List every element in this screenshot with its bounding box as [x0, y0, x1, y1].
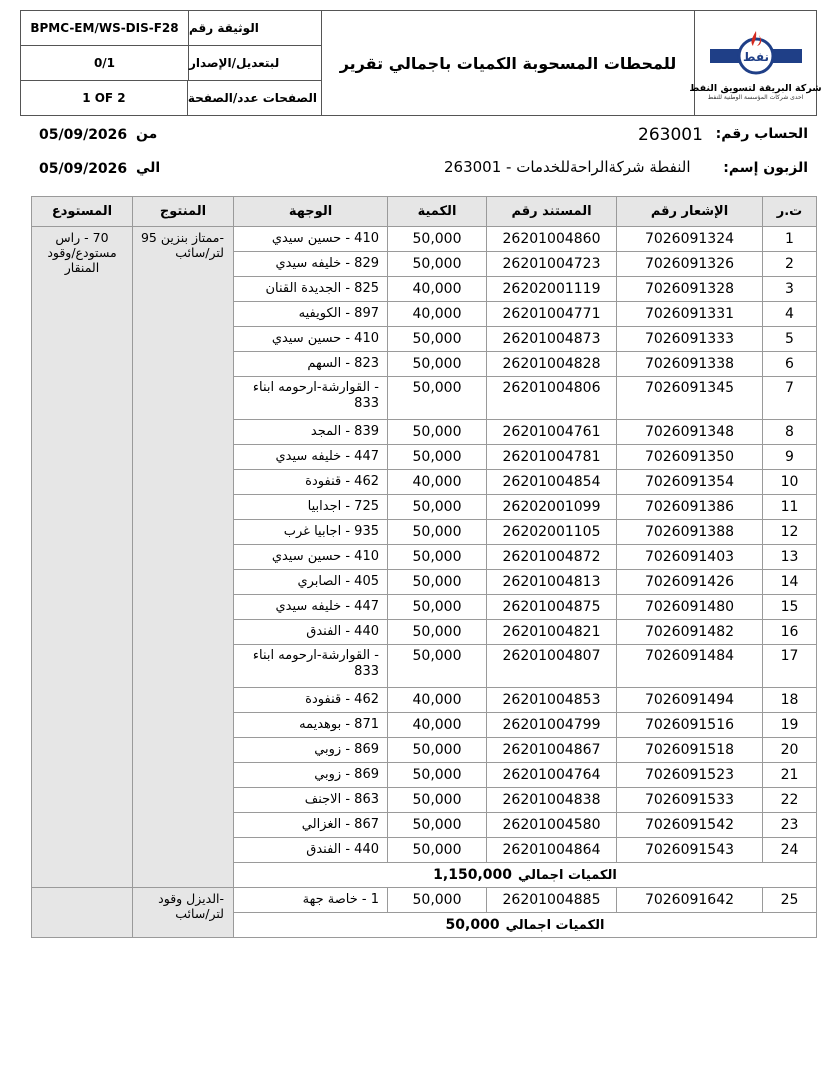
cell-destination: - القوارشة-ارحومه ابناء 833 [234, 377, 388, 420]
cell-document: 26201004799 [487, 713, 617, 738]
company-logo-block [689, 11, 822, 115]
cell-seq: 3 [763, 277, 817, 302]
cell-notice: 7026091350 [617, 445, 763, 470]
cell-quantity: 50,000 [388, 327, 487, 352]
report-title: للمحطات المسحوبة الكميات باجمالي تقرير [321, 11, 695, 115]
revision-label: لبتعديل/الإصدار [189, 56, 280, 70]
cell-destination: 440 - الفندق [234, 620, 388, 645]
cell-quantity: 50,000 [388, 377, 487, 420]
cell-seq: 12 [763, 520, 817, 545]
cell-notice: 7026091484 [617, 645, 763, 688]
cell-notice: 7026091642 [617, 888, 763, 913]
cell-document: 26201004580 [487, 813, 617, 838]
cell-notice: 7026091386 [617, 495, 763, 520]
page-number: 1 OF 2 [21, 81, 188, 115]
cell-document: 26201004885 [487, 888, 617, 913]
cell-destination: 871 - بوهديمه [234, 713, 388, 738]
company-logo-icon [708, 29, 804, 81]
cell-document: 26202001119 [487, 277, 617, 302]
to-date: 05/09/2026 [39, 161, 128, 177]
meta-row-page [21, 81, 321, 115]
cell-quantity: 40,000 [388, 277, 487, 302]
cell-destination: 447 - خليفه سيدي [234, 445, 388, 470]
cell-notice: 7026091533 [617, 788, 763, 813]
cell-notice: 7026091542 [617, 813, 763, 838]
col-header-document: المستند رقم [487, 197, 617, 227]
cell-seq: 6 [763, 352, 817, 377]
cell-notice: 7026091331 [617, 302, 763, 327]
document-meta [21, 11, 321, 115]
cell-quantity: 50,000 [388, 645, 487, 688]
cell-notice: 7026091333 [617, 327, 763, 352]
cell-quantity: 50,000 [388, 545, 487, 570]
cell-document: 26201004873 [487, 327, 617, 352]
customer-name: النفطة شركةالراحةللخدمات - 263001 [444, 158, 691, 176]
cell-seq: 9 [763, 445, 817, 470]
cell-notice: 7026091480 [617, 595, 763, 620]
cell-seq: 25 [763, 888, 817, 913]
cell-notice: 7026091328 [617, 277, 763, 302]
cell-document: 26201004764 [487, 763, 617, 788]
cell-destination: 935 - اجابيا غرب [234, 520, 388, 545]
cell-destination: 869 - زوبي [234, 738, 388, 763]
col-header-quantity: الكمية [388, 197, 487, 227]
cell-quantity: 50,000 [388, 570, 487, 595]
cell-destination: 462 - قنفودة [234, 688, 388, 713]
cell-quantity: 50,000 [388, 738, 487, 763]
group-total-label: الكميات اجمالي [517, 868, 617, 883]
cell-notice: 7026091516 [617, 713, 763, 738]
group-total-cell [234, 913, 817, 938]
cell-destination: 829 - خليفه سيدي [234, 252, 388, 277]
cell-destination: 825 - الجديدة القنان [234, 277, 388, 302]
cell-notice: 7026091426 [617, 570, 763, 595]
cell-seq: 1 [763, 227, 817, 252]
cell-quantity: 50,000 [388, 227, 487, 252]
cell-quantity: 40,000 [388, 470, 487, 495]
from-date: 05/09/2026 [39, 127, 128, 143]
cell-quantity: 50,000 [388, 520, 487, 545]
group-total-value: 50,000 [445, 917, 500, 933]
cell-quantity: 50,000 [388, 495, 487, 520]
cell-destination: 447 - خليفه سيدي [234, 595, 388, 620]
doc-number-label: الوثيقة رقم [189, 21, 259, 35]
cell-seq: 7 [763, 377, 817, 420]
cell-seq: 23 [763, 813, 817, 838]
cell-seq: 2 [763, 252, 817, 277]
cell-quantity: 40,000 [388, 688, 487, 713]
cell-depot: 70 - راس مستودع/وقود المنقار [32, 227, 133, 888]
account-label: الحساب رقم: [715, 126, 808, 142]
cell-seq: 16 [763, 620, 817, 645]
withdrawals-table [31, 196, 817, 938]
cell-destination: 725 - اجدابيا [234, 495, 388, 520]
cell-quantity: 50,000 [388, 813, 487, 838]
cell-seq: 10 [763, 470, 817, 495]
cell-destination: 839 - المجد [234, 420, 388, 445]
cell-destination: 867 - الغزالي [234, 813, 388, 838]
cell-destination: 1 - خاصة جهة [234, 888, 388, 913]
cell-document: 26202001099 [487, 495, 617, 520]
table-row [32, 227, 817, 252]
cell-document: 26201004875 [487, 595, 617, 620]
cell-document: 26201004853 [487, 688, 617, 713]
cell-quantity: 50,000 [388, 838, 487, 863]
cell-document: 26201004761 [487, 420, 617, 445]
cell-quantity: 50,000 [388, 888, 487, 913]
cell-document: 26201004821 [487, 620, 617, 645]
cell-notice: 7026091518 [617, 738, 763, 763]
cell-document: 26201004806 [487, 377, 617, 420]
cell-seq: 17 [763, 645, 817, 688]
logo-text: نفط [742, 50, 769, 64]
col-header-depot: المستودع [32, 197, 133, 227]
cell-document: 26201004807 [487, 645, 617, 688]
report-header [20, 10, 822, 116]
cell-document: 26201004828 [487, 352, 617, 377]
cell-seq: 4 [763, 302, 817, 327]
cell-notice: 7026091326 [617, 252, 763, 277]
doc-number: BPMC-EM/WS-DIS-F28 [21, 11, 189, 45]
cell-document: 26201004860 [487, 227, 617, 252]
cell-seq: 8 [763, 420, 817, 445]
cell-document: 26201004872 [487, 545, 617, 570]
cell-destination: 863 - الاجنف [234, 788, 388, 813]
cell-seq: 21 [763, 763, 817, 788]
cell-document: 26201004813 [487, 570, 617, 595]
product-label: -الديزل وقود لتر/سائب [158, 891, 224, 921]
cell-destination: - القوارشة-ارحومه ابناء 833 [234, 645, 388, 688]
cell-notice: 7026091388 [617, 520, 763, 545]
cell-notice: 7026091494 [617, 688, 763, 713]
cell-seq: 19 [763, 713, 817, 738]
customer-label: الزبون إسم: [723, 160, 808, 176]
cell-quantity: 50,000 [388, 420, 487, 445]
cell-notice: 7026091338 [617, 352, 763, 377]
cell-product [133, 227, 234, 888]
cell-seq: 22 [763, 788, 817, 813]
meta-row-doc-number [21, 11, 321, 46]
cell-document: 26201004771 [487, 302, 617, 327]
cell-notice: 7026091345 [617, 377, 763, 420]
cell-seq: 13 [763, 545, 817, 570]
to-label: الي [136, 160, 161, 176]
cell-seq: 20 [763, 738, 817, 763]
cell-quantity: 50,000 [388, 788, 487, 813]
cell-notice: 7026091523 [617, 763, 763, 788]
cell-quantity: 50,000 [388, 252, 487, 277]
product-label: -ممتاز بنزين 95 لتر/سائب [140, 230, 224, 260]
from-label: من [136, 126, 158, 142]
cell-destination: 462 - قنفودة [234, 470, 388, 495]
cell-destination: 869 - زوبي [234, 763, 388, 788]
cell-document: 26202001105 [487, 520, 617, 545]
col-header-product: المنتوج [133, 197, 234, 227]
cell-seq: 5 [763, 327, 817, 352]
cell-notice: 7026091348 [617, 420, 763, 445]
col-header-destination: الوجهة [234, 197, 388, 227]
table-header-row [32, 197, 817, 227]
cell-notice: 7026091543 [617, 838, 763, 863]
cell-notice: 7026091403 [617, 545, 763, 570]
cell-document: 26201004723 [487, 252, 617, 277]
cell-seq: 24 [763, 838, 817, 863]
account-number: 263001 [638, 125, 703, 145]
cell-quantity: 50,000 [388, 620, 487, 645]
cell-notice: 7026091354 [617, 470, 763, 495]
cell-destination: 410 - حسين سيدي [234, 545, 388, 570]
cell-seq: 18 [763, 688, 817, 713]
cell-destination: 405 - الصابري [234, 570, 388, 595]
cell-destination: 897 - الكويفيه [234, 302, 388, 327]
company-name: شركة البريقة لتسويق النفط [689, 83, 822, 94]
cell-notice: 7026091324 [617, 227, 763, 252]
cell-document: 26201004781 [487, 445, 617, 470]
cell-quantity: 50,000 [388, 763, 487, 788]
cell-document: 26201004867 [487, 738, 617, 763]
cell-destination: 410 - حسين سيدي [234, 327, 388, 352]
col-header-notice: الإشعار رقم [617, 197, 763, 227]
meta-row-revision [21, 46, 321, 81]
company-subtitle: احدى شركات المؤسسة الوطنية للنفط [707, 94, 804, 101]
cell-quantity: 50,000 [388, 352, 487, 377]
cell-quantity: 50,000 [388, 445, 487, 470]
col-header-seq: ت.ر [763, 197, 817, 227]
group-total-label: الكميات اجمالي [505, 918, 605, 933]
group-total-cell [234, 863, 817, 888]
cell-seq: 14 [763, 570, 817, 595]
cell-destination: 440 - الفندق [234, 838, 388, 863]
cell-quantity: 50,000 [388, 595, 487, 620]
cell-depot [32, 888, 133, 938]
cell-quantity: 40,000 [388, 302, 487, 327]
cell-document: 26201004838 [487, 788, 617, 813]
page-label: الصفحات عدد/الصفحة [187, 91, 317, 105]
table-row [32, 888, 817, 913]
cell-destination: 823 - السهم [234, 352, 388, 377]
cell-destination: 410 - حسين سيدي [234, 227, 388, 252]
cell-document: 26201004854 [487, 470, 617, 495]
cell-document: 26201004864 [487, 838, 617, 863]
cell-quantity: 40,000 [388, 713, 487, 738]
revision: 0/1 [21, 46, 189, 80]
cell-notice: 7026091482 [617, 620, 763, 645]
cell-product [133, 888, 234, 938]
group-total-value: 1,150,000 [433, 867, 512, 883]
cell-seq: 11 [763, 495, 817, 520]
cell-seq: 15 [763, 595, 817, 620]
